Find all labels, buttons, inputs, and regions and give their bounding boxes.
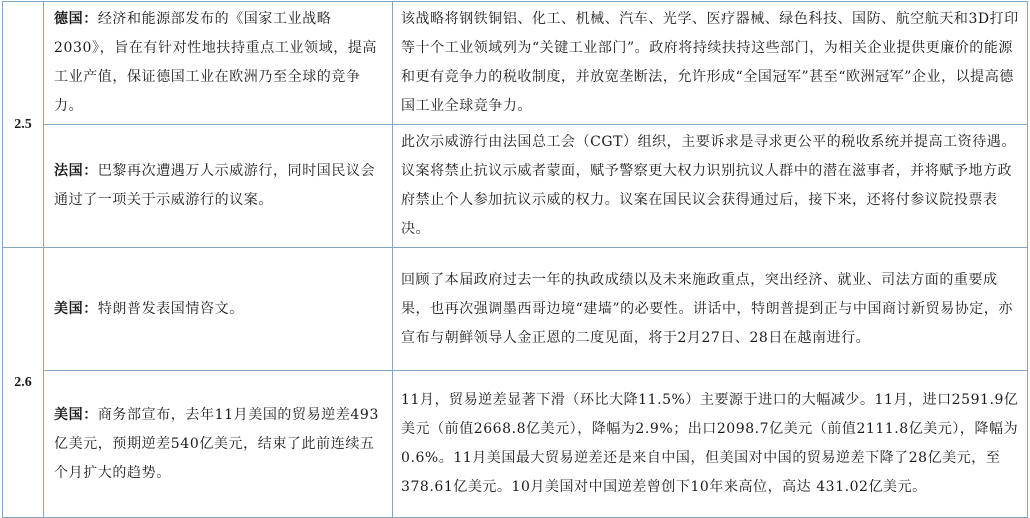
- table-row: [3, 125, 1028, 248]
- event-text: 巴黎再次遭遇万人示威游行，同时国民议会通过了一项关于示威游行的议案。: [54, 163, 376, 208]
- event-cell: [44, 248, 393, 371]
- date-cell: 2.5: [3, 2, 44, 248]
- country-label: 德国：: [54, 11, 98, 27]
- date-cell: 2.6: [3, 248, 44, 518]
- detail-cell: 回顾了本届政府过去一年的执政成绩以及未来施政重点，突出经济、就业、司法方面的重要成果，也再次强调墨西哥边境“建墙”的必要性。讲话中，特朗普提到正与中国商讨新贸易协定，亦宣布与朝鲜领导人金正恩的二度见面，将于2月27日、28日在越南进行。: [393, 248, 1028, 371]
- news-table: [2, 1, 1028, 518]
- table-row: [3, 2, 1028, 125]
- detail-cell: 11月，贸易逆差显著下滑（环比大降11.5%）主要源于进口的大幅减少。11月，进口2591.9亿美元（前值2668.8亿美元），降幅为2.9%；出口2098.7亿美元（前值2111.8亿美元），降幅为0.6%。11月美国最大贸易逆差还是来自中国，但美国对中国的贸易逆差下降了28亿美元，至378.61亿美元。10月美国对中国逆差曾创下10年来高位，高达 431.02亿美元。: [393, 371, 1028, 518]
- event-cell: [44, 371, 393, 518]
- detail-cell: 此次示威游行由法国总工会（CGT）组织，主要诉求是寻求更公平的税收系统并提高工资待遇。议案将禁止抗议示威者蒙面，赋予警察更大权力识别抗议人群中的潜在滋事者，并将赋予地方政府禁止个人参加抗议示威的权力。议案在国民议会获得通过后，接下来，还将付参议院投票表决。: [393, 125, 1028, 248]
- country-label: 法国：: [54, 163, 98, 179]
- event-text: 商务部宣布，去年11月美国的贸易逆差493亿美元，预期逆差540亿美元，结束了此前连续五个月扩大的趋势。: [54, 406, 379, 481]
- table-row: [3, 248, 1028, 371]
- table-row: [3, 371, 1028, 518]
- event-cell: [44, 2, 393, 125]
- country-label: 美国：: [54, 300, 98, 317]
- event-text: 经济和能源部发布的《国家工业战略2030》，旨在有针对性地扶持重点工业领域，提高工业产值，保证德国工业在欧洲乃至全球的竞争力。: [54, 11, 378, 114]
- event-text: 特朗普发表国情咨文。: [97, 300, 244, 317]
- detail-cell: 该战略将钢铁铜铝、化工、机械、汽车、光学、医疗器械、绿色科技、国防、航空航天和3D打印等十个工业领域列为“关键工业部门”。政府将持续扶持这些部门，为相关企业提供更廉价的能源和更有竞争力的税收制度，并放宽垄断法，允许形成“全国冠军”甚至“欧洲冠军”企业，以提高德国工业全球竞争力。: [393, 2, 1028, 125]
- country-label: 美国：: [54, 406, 98, 423]
- event-cell: [44, 125, 393, 248]
